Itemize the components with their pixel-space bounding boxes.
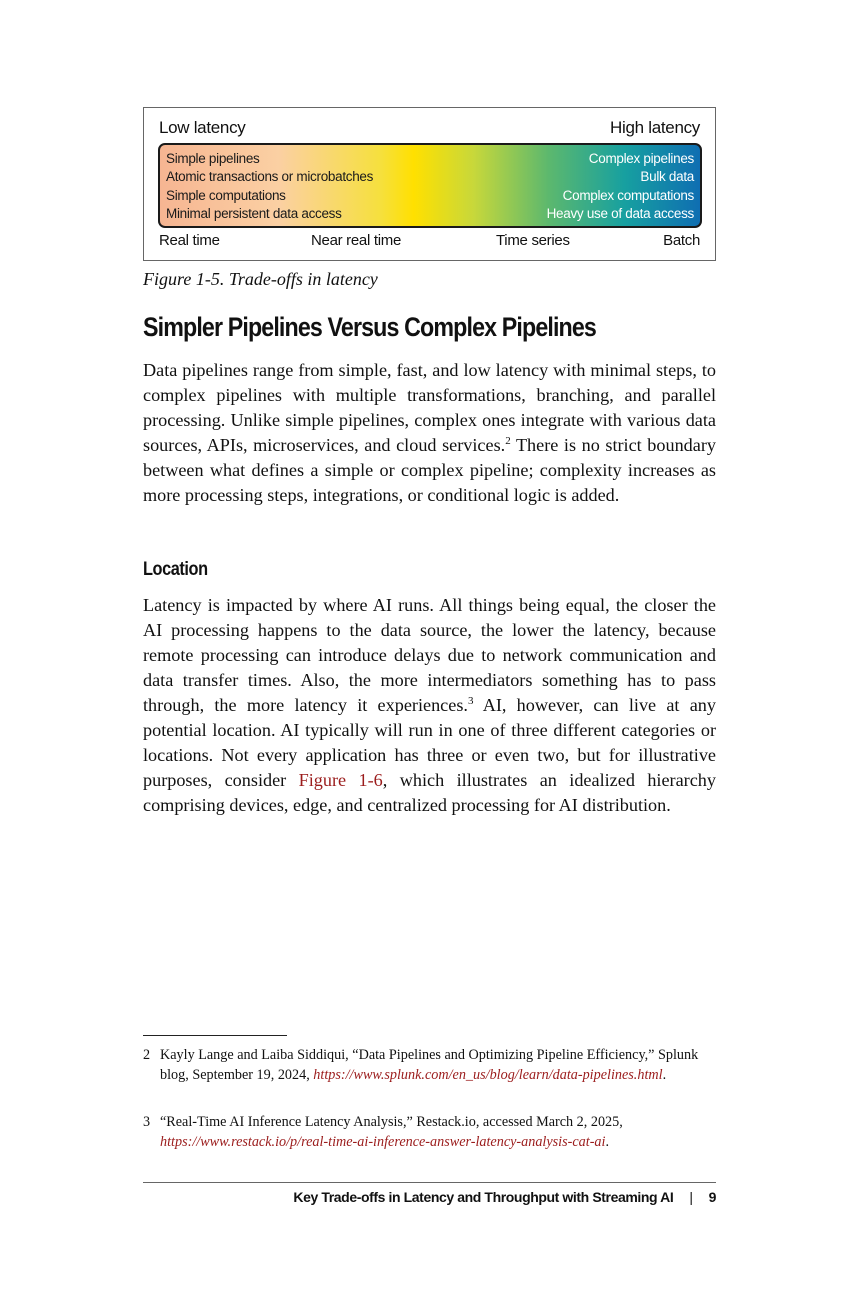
simple-item: Simple pipelines xyxy=(166,151,260,166)
footer-separator: | xyxy=(689,1189,693,1205)
latency-scale xyxy=(159,232,700,252)
simple-item: Minimal persistent data access xyxy=(166,205,342,221)
paragraph-text: Data pipelines range from simple, fast, and low latency with minimal steps, to complex pipelines with multiple transformations, branching, and parallel processing. Unlike simple pipelines, complex ones integrate with various data sources, APIs, microservices, and cloud services. xyxy=(143,360,716,455)
footnote-number: 2 xyxy=(143,1047,151,1063)
footnote-2: 2 Kayly Lange and Laiba Siddiqui, “Data Pipelines and Optimizing Pipeline Efficiency,” Splunk blog, September 19, 2024, https://www.splunk.com/en_us/blog/learn/data-pipelines.html. xyxy=(143,1047,699,1083)
paragraph-pipelines xyxy=(143,358,716,508)
scale-real-time: Real time xyxy=(159,232,220,249)
footnote-ref-3[interactable]: 3 xyxy=(467,694,474,707)
footnote-3: 3 “Real-Time AI Inference Latency Analysis,” Restack.io, accessed March 2, 2025, https://www.restack.io/p/real-time-ai-inference-answer-latency-analysis-cat-ai. xyxy=(143,1114,623,1150)
complex-item: Bulk data xyxy=(640,169,694,185)
high-latency-label: High latency xyxy=(610,118,700,137)
complex-characteristics-list xyxy=(547,150,694,223)
simple-item: Simple computations xyxy=(166,187,286,203)
paragraph-text: AI, however, can live at any potential location. AI typically will run in one of three different categories or locations. Not every application has three or even two, but for illustrative purposes, consider xyxy=(143,695,716,790)
scale-time-series: Time series xyxy=(496,232,570,249)
paragraph-text: There is no strict boundary between what defines a simple or complex pipeline; complexity increases as more processing steps, integrations, or conditional logic is added. xyxy=(143,435,716,505)
paragraph-text: Latency is impacted by where AI runs. All things being equal, the closer the AI processing happens to the data source, the lower the latency, because remote processing can introduce delays due to network communication and data transfer times. Also, the more intermediators something has to pass through, the more latency it experiences. xyxy=(143,595,716,715)
footnote-link-restack[interactable]: https://www.restack.io/p/real-time-ai-inference-answer-latency-analysis-cat-ai xyxy=(160,1134,606,1150)
low-latency-label: Low latency xyxy=(159,118,246,137)
page-number: 9 xyxy=(708,1189,716,1205)
simple-item: Atomic transactions or microbatches xyxy=(166,169,374,185)
simple-characteristics-list xyxy=(166,150,373,223)
paragraph-location xyxy=(143,593,716,818)
section-title: Simpler Pipelines Versus Complex Pipelines xyxy=(143,312,596,342)
footnote-number: 3 xyxy=(143,1114,151,1130)
subheading-location: Location xyxy=(143,559,208,580)
complex-item: Complex pipelines xyxy=(588,151,694,166)
footnote-rule xyxy=(143,1035,287,1036)
paragraph-text: , which illustrates an idealized hierarchy comprising devices, edge, and centralized processing for AI distribution. xyxy=(143,770,716,815)
footer-rule xyxy=(143,1182,716,1183)
scale-batch: Batch xyxy=(663,232,700,249)
scale-near-real-time: Near real time xyxy=(311,232,401,249)
figure-caption: Figure 1-5. Trade-offs in latency xyxy=(143,269,378,289)
running-footer xyxy=(293,1189,716,1205)
footnote-text: Kayly Lange and Laiba Siddiqui, “Data Pipelines and Optimizing Pipeline Efficiency,” Splunk blog, September 19, 2024, xyxy=(160,1047,699,1083)
running-title: Key Trade-offs in Latency and Throughput with Streaming AI xyxy=(293,1189,674,1205)
complex-item: Complex computations xyxy=(562,187,694,203)
latency-gradient-bar xyxy=(158,143,702,228)
footnote-ref-2[interactable]: 2 xyxy=(505,434,511,447)
footnote-text: “Real-Time AI Inference Latency Analysis,” Restack.io, accessed March 2, 2025, xyxy=(160,1114,623,1130)
figure-1-6-link[interactable]: Figure 1-6 xyxy=(298,770,383,790)
latency-figure xyxy=(143,107,716,261)
footnote-link-splunk[interactable]: https://www.splunk.com/en_us/blog/learn/data-pipelines.html xyxy=(313,1067,663,1083)
complex-item: Heavy use of data access xyxy=(546,205,694,221)
